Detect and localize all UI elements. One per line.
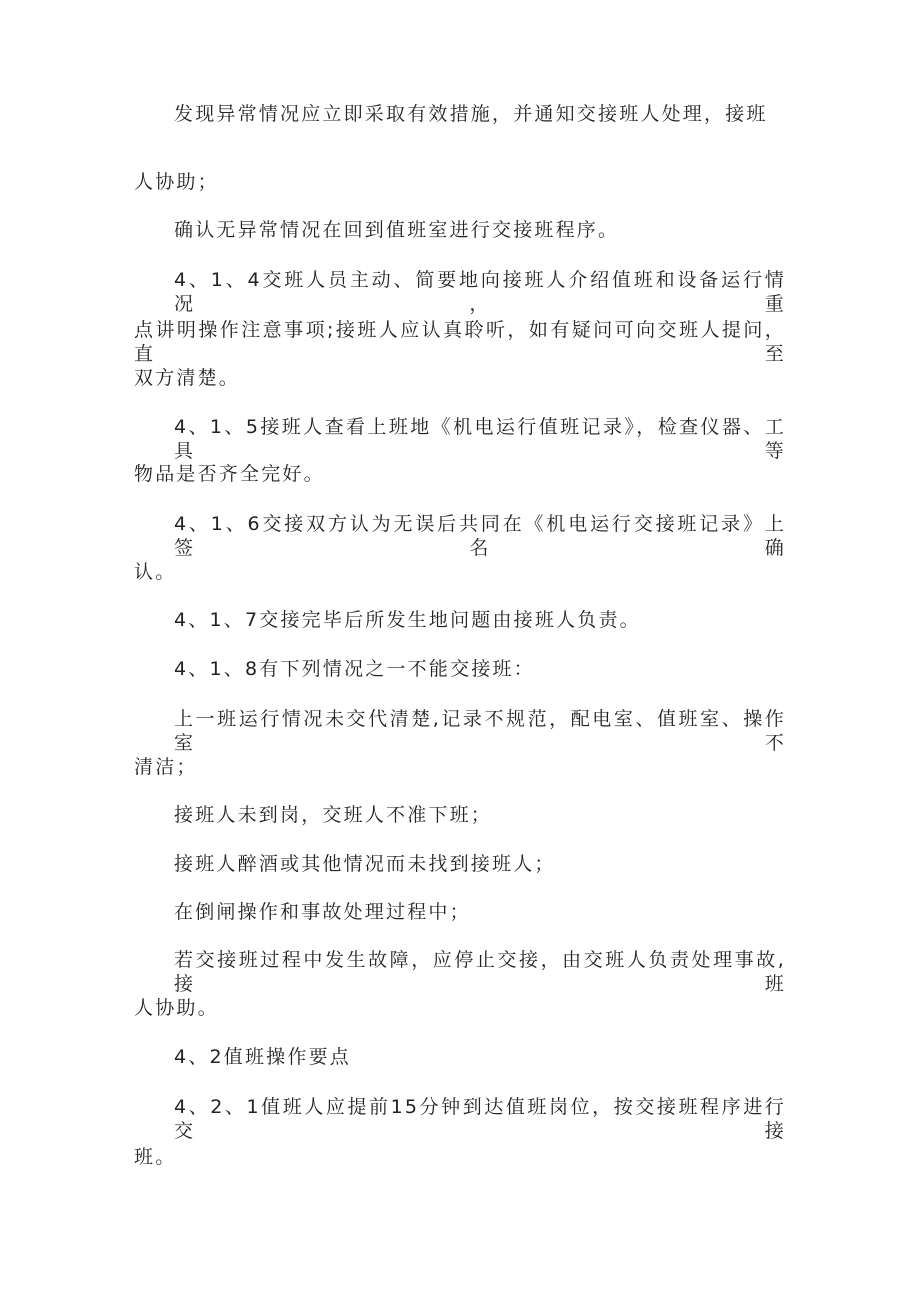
paragraph-line: 清洁； [134, 756, 198, 778]
paragraph-line: 人协助。 [134, 997, 219, 1019]
paragraph-line: 人协助； [134, 171, 219, 193]
paragraph-line: 点讲明操作注意事项;接班人应认真聆听，如有疑问可向交班人提问，直至 [134, 319, 786, 365]
paragraph-line: 班。 [134, 1146, 177, 1168]
paragraph-line: 上一班运行情况未交代清楚,记录不规范，配电室、值班室、操作室不 [174, 708, 786, 754]
paragraph-line: 发现异常情况应立即采取有效措施，并通知交接班人处理，接班 [174, 103, 768, 125]
paragraph-line: 4、1、7交接完毕后所发生地问题由接班人负责。 [174, 609, 641, 631]
paragraph-line: 接班人醉酒或其他情况而未找到接班人； [174, 853, 556, 875]
paragraph-line: 认。 [134, 561, 177, 583]
paragraph-line: 若交接班过程中发生故障，应停止交接，由交班人负责处理事故,接班 [174, 949, 786, 995]
paragraph-line: 4、1、4交班人员主动、简要地向接班人介绍值班和设备运行情况，重 [174, 269, 786, 315]
section-heading: 4、2值班操作要点 [174, 1046, 351, 1068]
paragraph-line: 物品是否齐全完好。 [134, 463, 325, 485]
paragraph-line: 双方清楚。 [134, 367, 241, 389]
paragraph-line: 4、1、5接班人查看上班地《机电运行值班记录》，检查仪器、工具等 [174, 416, 786, 462]
paragraph-line: 4、1、6交接双方认为无误后共同在《机电运行交接班记录》上签名确 [174, 513, 786, 559]
paragraph-line: 接班人未到岗，交班人不准下班； [174, 804, 493, 826]
paragraph-line: 4、1、8有下列情况之一不能交接班： [174, 658, 535, 680]
paragraph-line: 在倒闸操作和事故处理过程中； [174, 901, 471, 923]
paragraph-line: 确认无异常情况在回到值班室进行交接班程序。 [174, 219, 620, 241]
paragraph-line: 4、2、1值班人应提前15分钟到达值班岗位，按交接班程序进行交接 [174, 1096, 786, 1142]
